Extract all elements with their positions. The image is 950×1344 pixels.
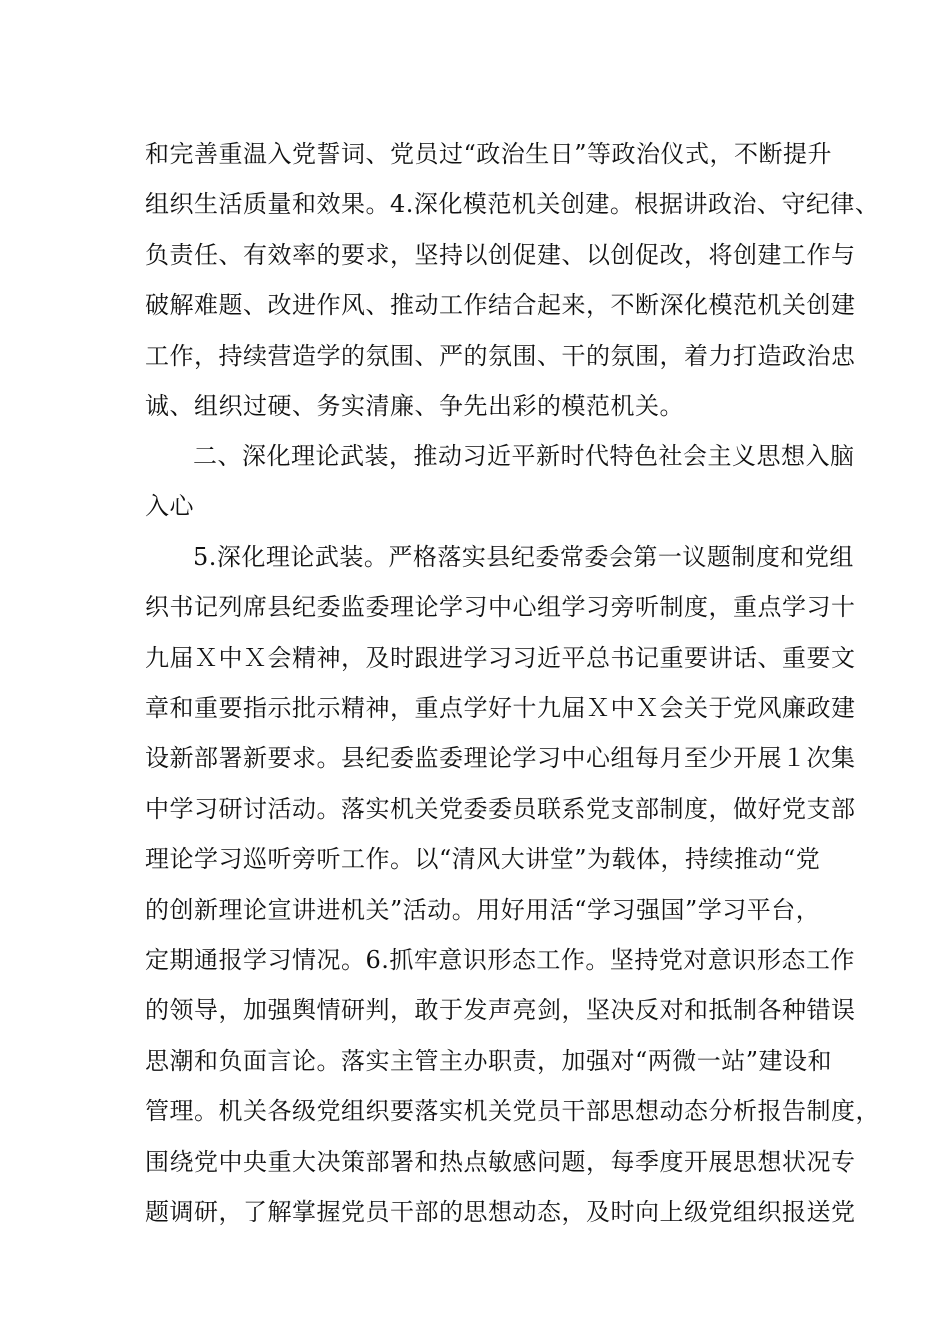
text-line: 理论学习巡听旁听工作。以“清风大讲堂”为载体，持续推动“党 bbox=[145, 845, 821, 873]
text-line: 设新部署新要求。县纪委监委理论学习中心组每月至少开展１次集 bbox=[145, 744, 856, 772]
text-line: 思潮和负面言论。落实主管主办职责，加强对“两微一站”建设和 bbox=[145, 1047, 833, 1075]
text-line: 章和重要指示批示精神，重点学好十九届Ｘ中Ｘ会关于党风廉政建 bbox=[145, 694, 856, 722]
text-line: 诚、组织过硬、务实清廉、争先出彩的模范机关。 bbox=[145, 392, 684, 420]
text-line: 的领导，加强舆情研判，敢于发声亮剑，坚决反对和抵制各种错误 bbox=[145, 996, 856, 1024]
text-line: 定期通报学习情况。6.抓牢意识形态工作。坚持党对意识形态工作 bbox=[145, 946, 855, 974]
text-line: 九届Ｘ中Ｘ会精神，及时跟进学习习近平总书记重要讲话、重要文 bbox=[145, 644, 856, 672]
text-line: 题调研，了解掌握党员干部的思想动态，及时向上级党组织报送党 bbox=[145, 1198, 856, 1226]
text-line: 组织生活质量和效果。4.深化模范机关创建。根据讲政治、守纪律、 bbox=[145, 190, 880, 218]
text-line: 围绕党中央重大决策部署和热点敏感问题，每季度开展思想状况专 bbox=[145, 1148, 856, 1176]
text-line: 中学习研讨活动。落实机关党委委员联系党支部制度，做好党支部 bbox=[145, 795, 856, 823]
text-line: 负责任、有效率的要求，坚持以创促建、以创促改，将创建工作与 bbox=[145, 241, 856, 269]
text-line: 5.深化理论武装。严格落实县纪委常委会第一议题制度和党组 bbox=[193, 543, 854, 571]
text-line: 管理。机关各级党组织要落实机关党员干部思想动态分析报告制度， bbox=[145, 1097, 880, 1125]
section-heading: 二、深化理论武装，推动习近平新时代特色社会主义思想入脑 bbox=[193, 442, 855, 470]
text-line: 工作，持续营造学的氛围、严的氛围、干的氛围，着力打造政治忠 bbox=[145, 342, 856, 370]
text-line: 和完善重温入党誓词、党员过“政治生日”等政治仪式，不断提升 bbox=[145, 140, 833, 168]
text-line: 的创新理论宣讲进机关”活动。用好用活“学习强国”学习平台， bbox=[145, 896, 821, 924]
text-line: 织书记列席县纪委监委理论学习中心组学习旁听制度，重点学习十 bbox=[145, 593, 856, 621]
section-heading-continued: 入心 bbox=[145, 492, 194, 520]
text-line: 破解难题、改进作风、推动工作结合起来，不断深化模范机关创建 bbox=[145, 291, 856, 319]
